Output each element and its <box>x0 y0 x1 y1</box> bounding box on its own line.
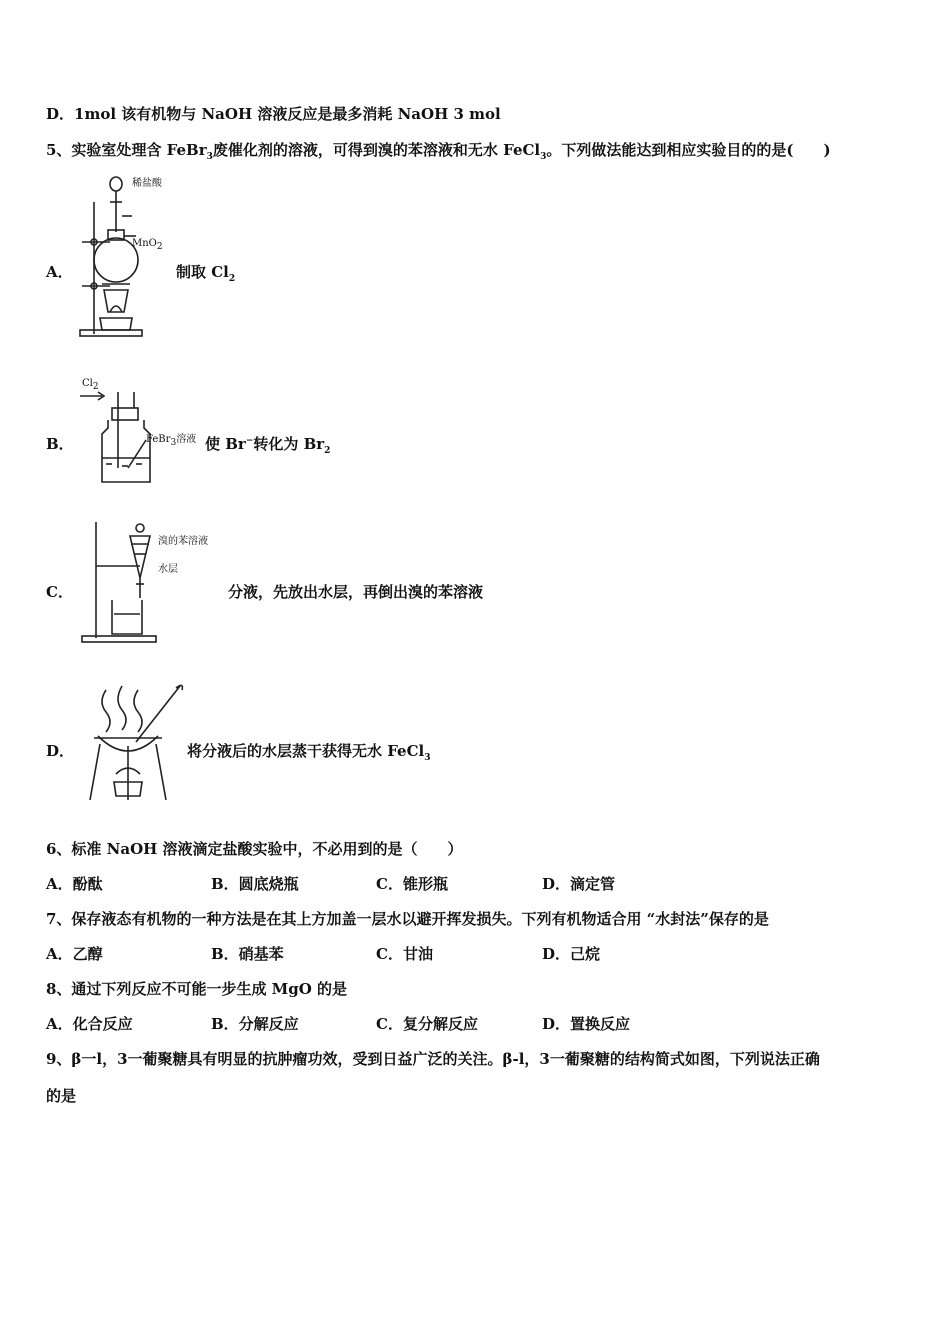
q6-option-a: A．酚酞 <box>46 875 103 893</box>
q7-stem: 7、保存液态有机物的一种方法是在其上方加盖一层水以避开挥发损失。下列有机物适合用 “水封法”保存的是 <box>46 910 769 928</box>
q7-option-c: C．甘油 <box>376 945 433 963</box>
q5-stem-sub: 3 <box>206 152 213 162</box>
q6-option-d: D．滴定管 <box>542 875 616 893</box>
q7-option-b: B．硝基苯 <box>211 945 284 963</box>
q5-option-b-label: B． <box>46 435 74 453</box>
q5-stem-pre: 5、实验室处理含 FeBr <box>46 141 207 159</box>
q5-option-c-label: C． <box>46 583 73 601</box>
separatory-funnel-figure <box>78 518 228 644</box>
q6-option-b: B．圆底烧瓶 <box>211 875 299 893</box>
fig-b-label-febr3: FeBr$_3$溶液 <box>146 434 197 448</box>
q6-option-c: C．锥形瓶 <box>376 875 448 893</box>
q8-option-b: B．分解反应 <box>211 1015 299 1033</box>
q5-option-d-label: D． <box>46 742 75 760</box>
evaporating-dish-figure <box>86 682 186 806</box>
q5-stem <box>46 139 831 162</box>
q5-option-b-text: 使 Br−转化为 $Br_2$ <box>205 435 331 456</box>
chlorine-generator-figure <box>74 172 174 340</box>
q8-option-d: D．置换反应 <box>542 1015 631 1033</box>
fig-a-label-acid: 稀盐酸 <box>132 178 162 189</box>
gas-washing-bottle-figure <box>78 378 204 488</box>
q5-stem-sub2: 3 <box>540 152 547 162</box>
q5-option-a-text: 制取 $Cl_2$ <box>176 263 236 284</box>
q7-option-a: A．乙醇 <box>46 945 103 963</box>
q5-stem-post: 。下列做法能达到相应实验目的的是( ) <box>546 141 831 159</box>
fig-c-label-water: 水层 <box>158 564 178 575</box>
q9-stem-line2: 的是 <box>46 1087 77 1105</box>
q8-option-a: A．化合反应 <box>46 1015 133 1033</box>
q5-option-a-label: A． <box>46 263 73 281</box>
q5-option-d-text: 将分液后的水层蒸干获得无水 FeCl$_3$ <box>187 742 431 763</box>
q6-stem: 6、标准 NaOH 溶液滴定盐酸实验中，不必用到的是（ ） <box>46 840 463 858</box>
q4-option-d: D．1mol 该有机物与 NaOH 溶液反应是最多消耗 NaOH 3 mol <box>46 105 501 123</box>
q7-option-d: D．己烷 <box>542 945 601 963</box>
q8-stem: 8、通过下列反应不可能一步生成 MgO 的是 <box>46 980 348 998</box>
q5-option-c-text: 分液，先放出水层，再倒出溴的苯溶液 <box>228 583 484 601</box>
fig-c-label-benzene: 溴的苯溶液 <box>158 536 208 547</box>
q9-stem-line1: 9、β一l，3一葡聚糖具有明显的抗肿瘤功效，受到日益广泛的关注。β-l，3一葡聚糖的结构简式如图，下列说法正确 <box>46 1050 820 1068</box>
q8-option-c: C．复分解反应 <box>376 1015 478 1033</box>
fig-a-label-mno2: MnO$_2$ <box>132 238 163 252</box>
fig-b-label-cl2: $Cl_2$ <box>82 378 99 392</box>
q5-stem-mid: 废催化剂的溶液，可得到溴的苯溶液和无水 FeCl <box>212 141 541 159</box>
